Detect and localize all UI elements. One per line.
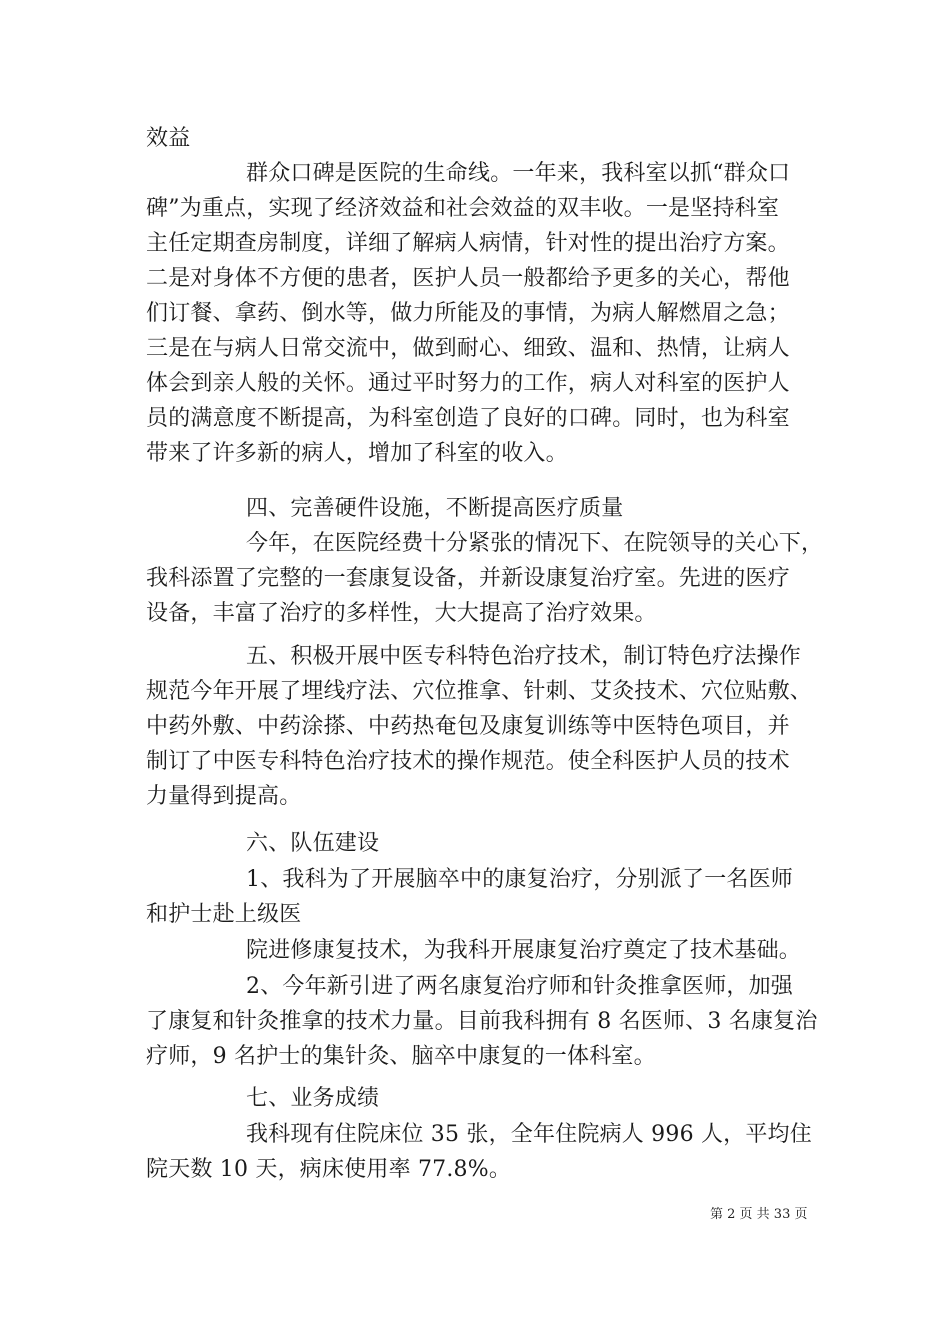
text-line: 碑”为重点，实现了经济效益和社会效益的双丰收。一是坚持科室: [146, 196, 780, 221]
text-line: 效益: [146, 126, 191, 151]
section-heading: 五、积极开展中医专科特色治疗技术，制订特色疗法操作: [246, 644, 802, 669]
text-line: 群众口碑是医院的生命线。一年来，我科室以抓“群众口: [246, 161, 791, 186]
text-line: 今年，在医院经费十分紧张的情况下、在院领导的关心下，: [246, 531, 824, 556]
text-line: 我科现有住院床位 35 张，全年住院病人 996 人，平均住: [246, 1122, 812, 1147]
section-heading: 六、队伍建设: [246, 831, 380, 856]
text-line: 力量得到提高。: [146, 784, 302, 809]
text-line: 了康复和针灸推拿的技术力量。目前我科拥有 8 名医师、3 名康复治: [146, 1009, 818, 1034]
text-line: 规范今年开展了埋线疗法、穴位推拿、针刺、艾灸技术、穴位贴敷、: [146, 679, 813, 704]
text-line: 院天数 10 天，病床使用率 77.8%。: [146, 1157, 512, 1182]
section-heading: 七、业务成绩: [246, 1086, 380, 1111]
text-line: 制订了中医专科特色治疗技术的操作规范。使全科医护人员的技术: [146, 749, 790, 774]
text-line: 主任定期查房制度，详细了解病人病情，针对性的提出治疗方案。: [146, 231, 790, 256]
text-line: 员的满意度不断提高，为科室创造了良好的口碑。同时，也为科室: [146, 406, 790, 431]
text-line: 2、今年新引进了两名康复治疗师和针灸推拿医师，加强: [246, 974, 793, 999]
section-heading: 四、完善硬件设施，不断提高医疗质量: [246, 496, 624, 521]
text-line: 我科添置了完整的一套康复设备，并新设康复治疗室。先进的医疗: [146, 566, 790, 591]
page-footer: 第 2 页 共 33 页: [710, 1207, 808, 1222]
text-line: 三是在与病人日常交流中，做到耐心、细致、温和、热情，让病人: [146, 336, 790, 361]
text-line: 设备，丰富了治疗的多样性，大大提高了治疗效果。: [146, 601, 657, 626]
text-line: 带来了许多新的病人，增加了科室的收入。: [146, 441, 568, 466]
text-line: 二是对身体不方便的患者，医护人员一般都给予更多的关心，帮他: [146, 266, 790, 291]
text-line: 中药外敷、中药涂搽、中药热奄包及康复训练等中医特色项目，并: [146, 714, 790, 739]
text-line: 院进修康复技术，为我科开展康复治疗奠定了技术基础。: [246, 938, 802, 963]
text-line: 疗师，9 名护士的集针灸、脑卒中康复的一体科室。: [146, 1044, 656, 1069]
text-line: 体会到亲人般的关怀。通过平时努力的工作，病人对科室的医护人: [146, 371, 790, 396]
text-line: 1、我科为了开展脑卒中的康复治疗，分别派了一名医师: [246, 867, 793, 892]
text-line: 们订餐、拿药、倒水等，做力所能及的事情，为病人解燃眉之急；: [146, 301, 790, 326]
text-line: 和护士赴上级医: [146, 902, 302, 927]
